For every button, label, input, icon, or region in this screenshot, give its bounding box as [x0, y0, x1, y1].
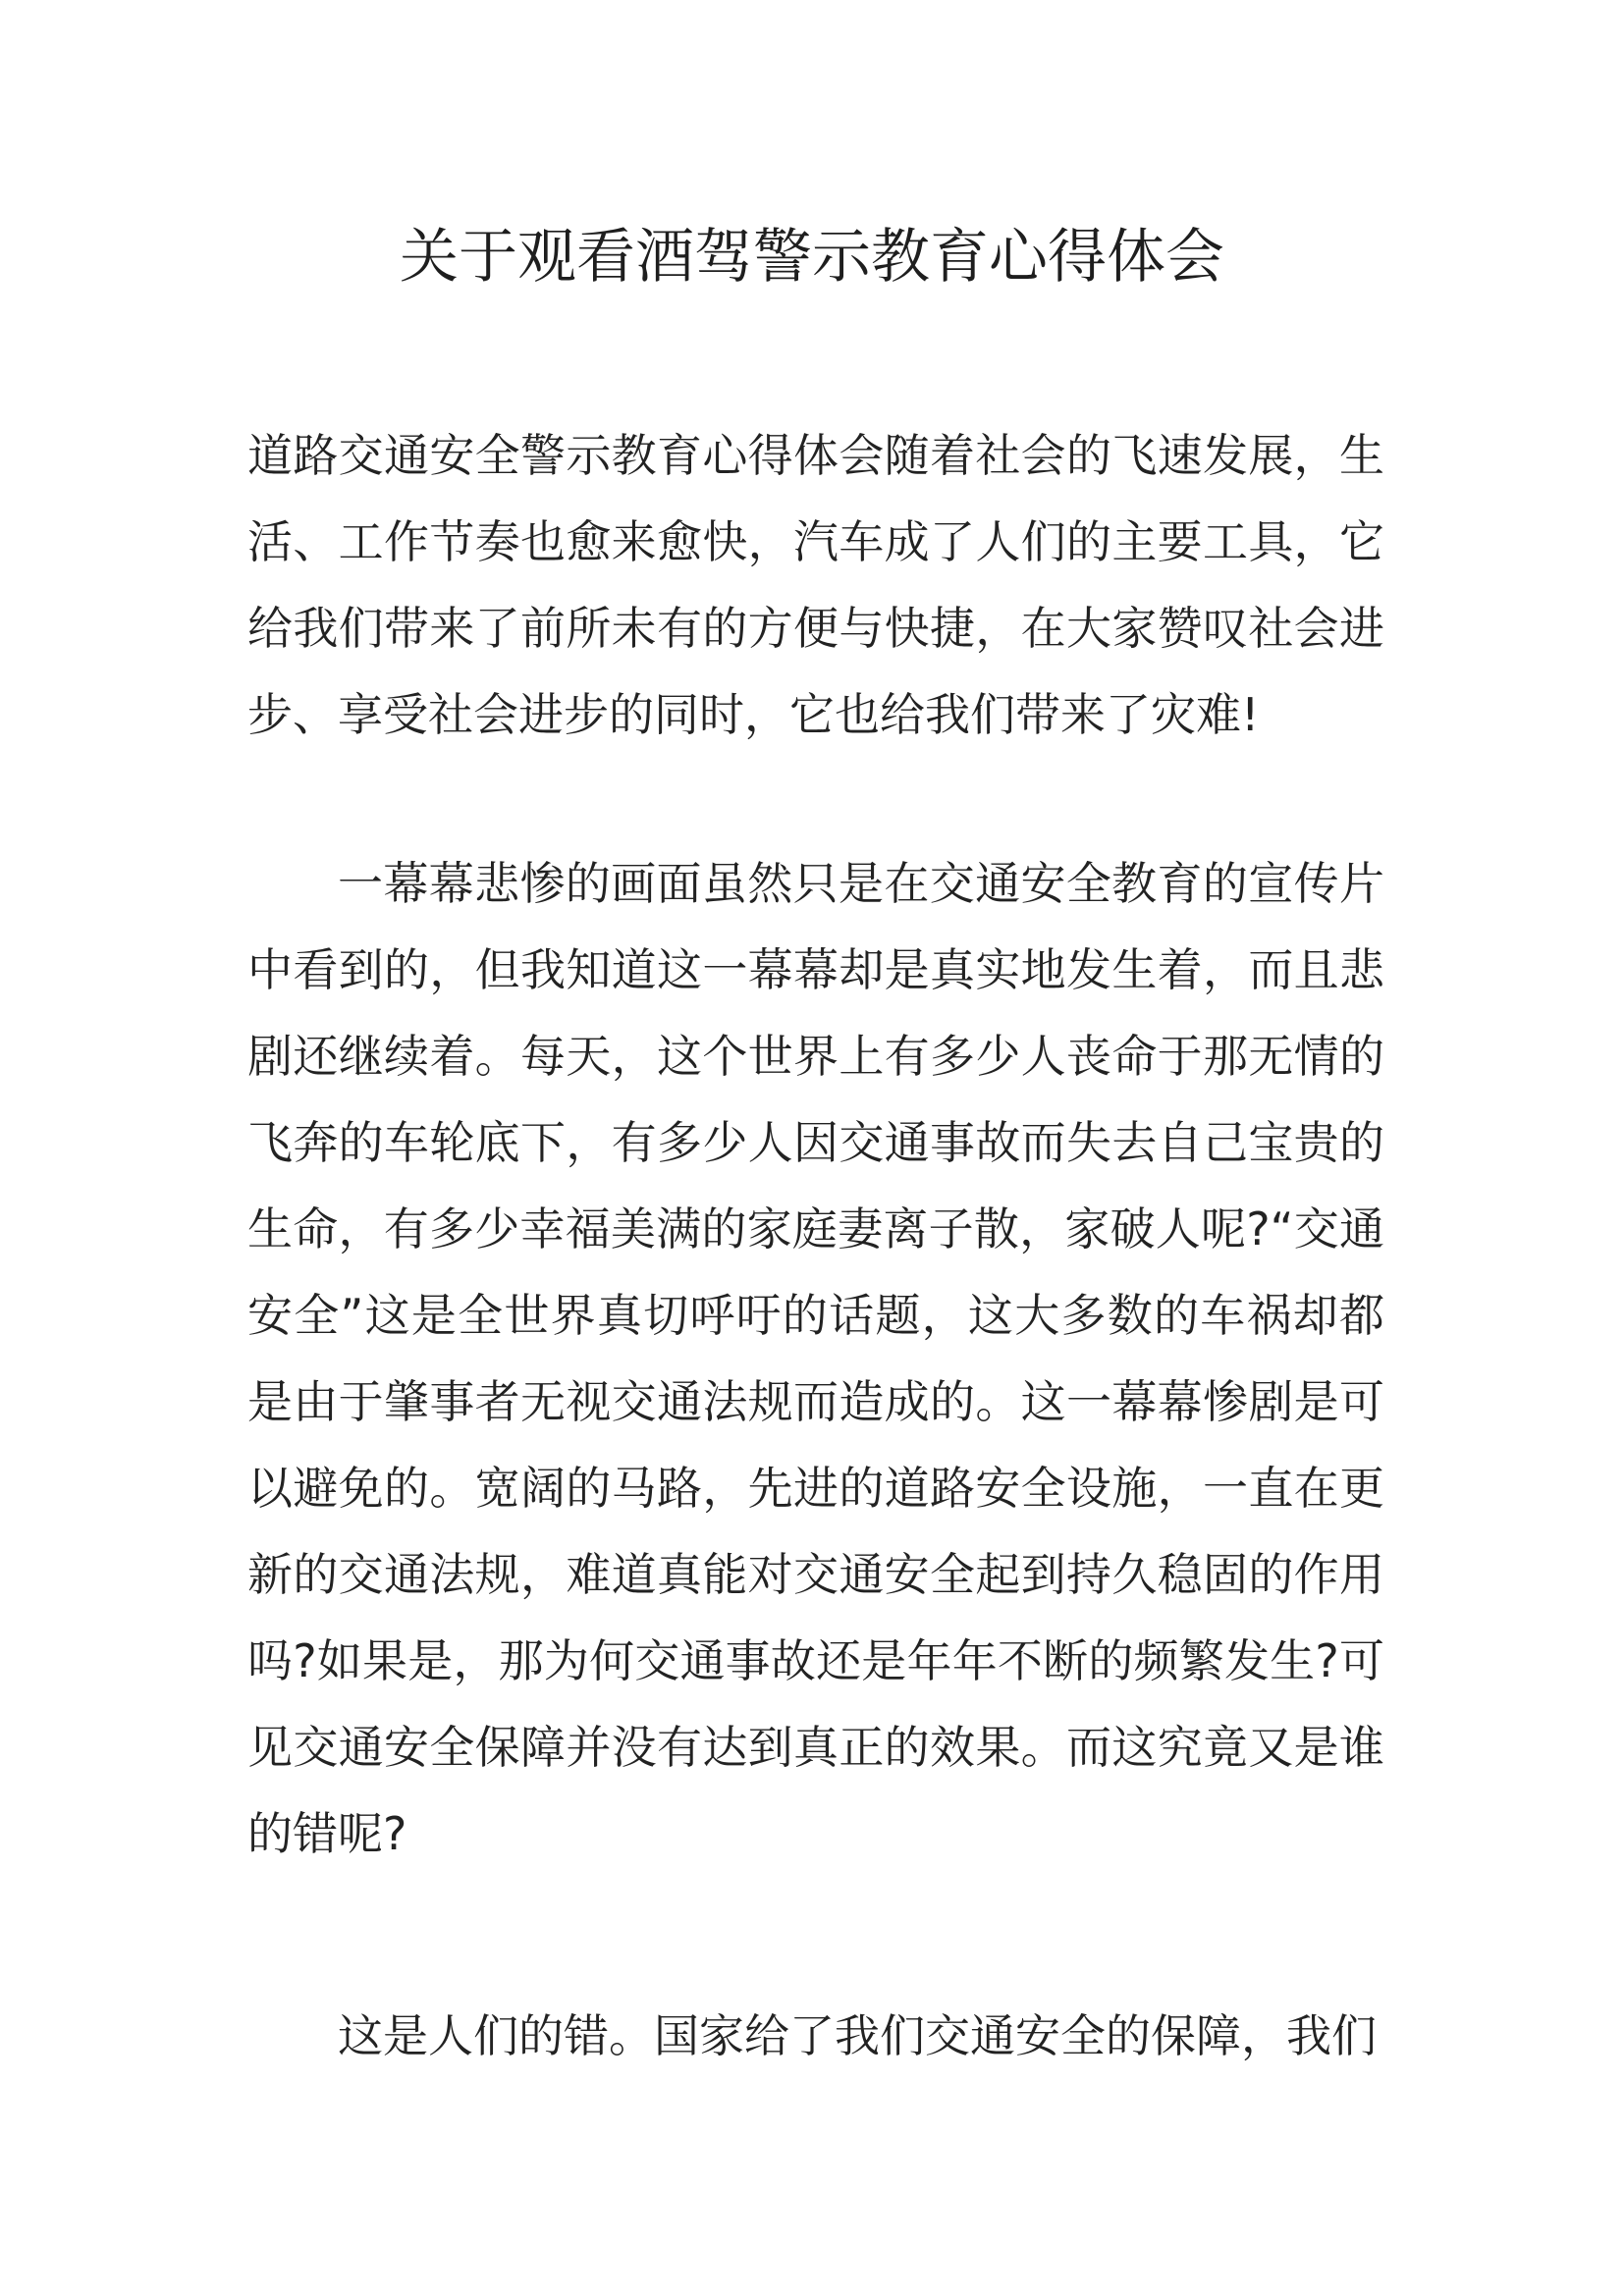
- paragraph-intro: 道路交通安全警示教育心得体会随着社会的飞速发展，生活、工作节奏也愈来愈快，汽车成了人们的主要工具，它给我们带来了前所未有的方便与快捷，在大家赞叹社会进步、享受社会进步的同时，它也给我们带来了灾难!: [247, 429, 1384, 741]
- paragraph-continued: 这是人们的错。国家给了我们交通安全的保障，我们: [338, 2009, 1377, 2062]
- document-title: 关于观看酒驾警示教育心得体会: [400, 223, 1224, 292]
- paragraph-body: 一幕幕悲惨的画面虽然只是在交通安全教育的宣传片中看到的，但我知道这一幕幕却是真实地发生着，而且悲剧还继续着。每天，这个世界上有多少人丧命于那无情的飞奔的车轮底下，有多少人因交通事故而失去自己宝贵的生命，有多少幸福美满的家庭妻离子散，家破人呢?“交通安全”这是全世界真切呼吁的话题，这大多数的车祸却都是由于肇事者无视交通法规而造成的。这一幕幕惨剧是可以避免的。宽阔的马路，先进的道路安全设施，一直在更新的交通法规，难道真能对交通安全起到持久稳固的作用吗?如果是，那为何交通事故还是年年不断的频繁发生?可见交通安全保障并没有达到真正的效果。而这究竟又是谁的错呢?: [247, 857, 1384, 1860]
